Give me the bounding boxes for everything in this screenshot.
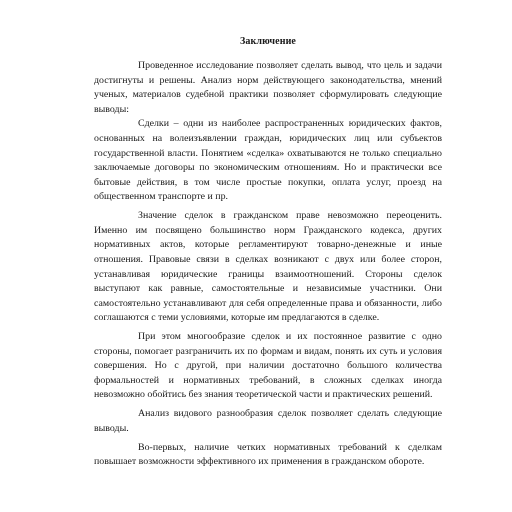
paragraph-analysis-conclusions: Анализ видового разнообразия сделок позволяет сделать следующие выводы. — [94, 408, 442, 434]
document-title: Заключение — [240, 36, 296, 47]
paragraph-transactions-significance: Значение сделок в гражданском праве невозможно переоценить. Именно им посвящено большинство норм Гражданского кодекса, других нормативных актов, которые регламентируют товарно-денежные и иные отношения. Правовые связи в сделках возникают с двух или более сторон, устанавливая юридические границы взаимоотношений. Стороны сделок выступают как равные, самостоятельные и независимые участники. Они самостоятельно устанавливают для себя определенные права и обязанности, либо соглашаются с теми условиями, которые им предлагаются в сделке. — [94, 210, 442, 324]
paragraph-transactions-definition: Сделки – одни из наиболее распространенных юридических фактов, основанных на волеизъявлении граждан, юридических лиц или субъектов государственной власти. Понятием «сделка» охватываются не только специально заключаемые договоры по экономическим отношениям. Но и практически все бытовые действия, в том числе простые покупки, оплата услуг, проезд на общественном транспорте и пр. — [94, 118, 442, 203]
paragraph-first-conclusion: Во-первых, наличие четких нормативных требований к сделкам повышает возможности эффективного их применения в гражданском обороте. — [94, 441, 442, 468]
paragraph-transactions-diversity: При этом многообразие сделок и их постоянное развитие с одно стороны, помогает разграничить их по формам и видам, понять их суть и условия совершения. Но с другой, при наличии достаточно большого количества формальностей и нормативных требований, в сложных сделках иногда невозможно обойтись без знания теоретической части и практических решений. — [94, 331, 442, 401]
paragraph-conclusion-intro: Проведенное исследование позволяет сделать вывод, что цель и задачи достигнуты и решены. Анализ норм действующего законодательства, мнений ученых, материалов судебной практики позволяет сформулировать следующие выводы: — [94, 60, 442, 115]
